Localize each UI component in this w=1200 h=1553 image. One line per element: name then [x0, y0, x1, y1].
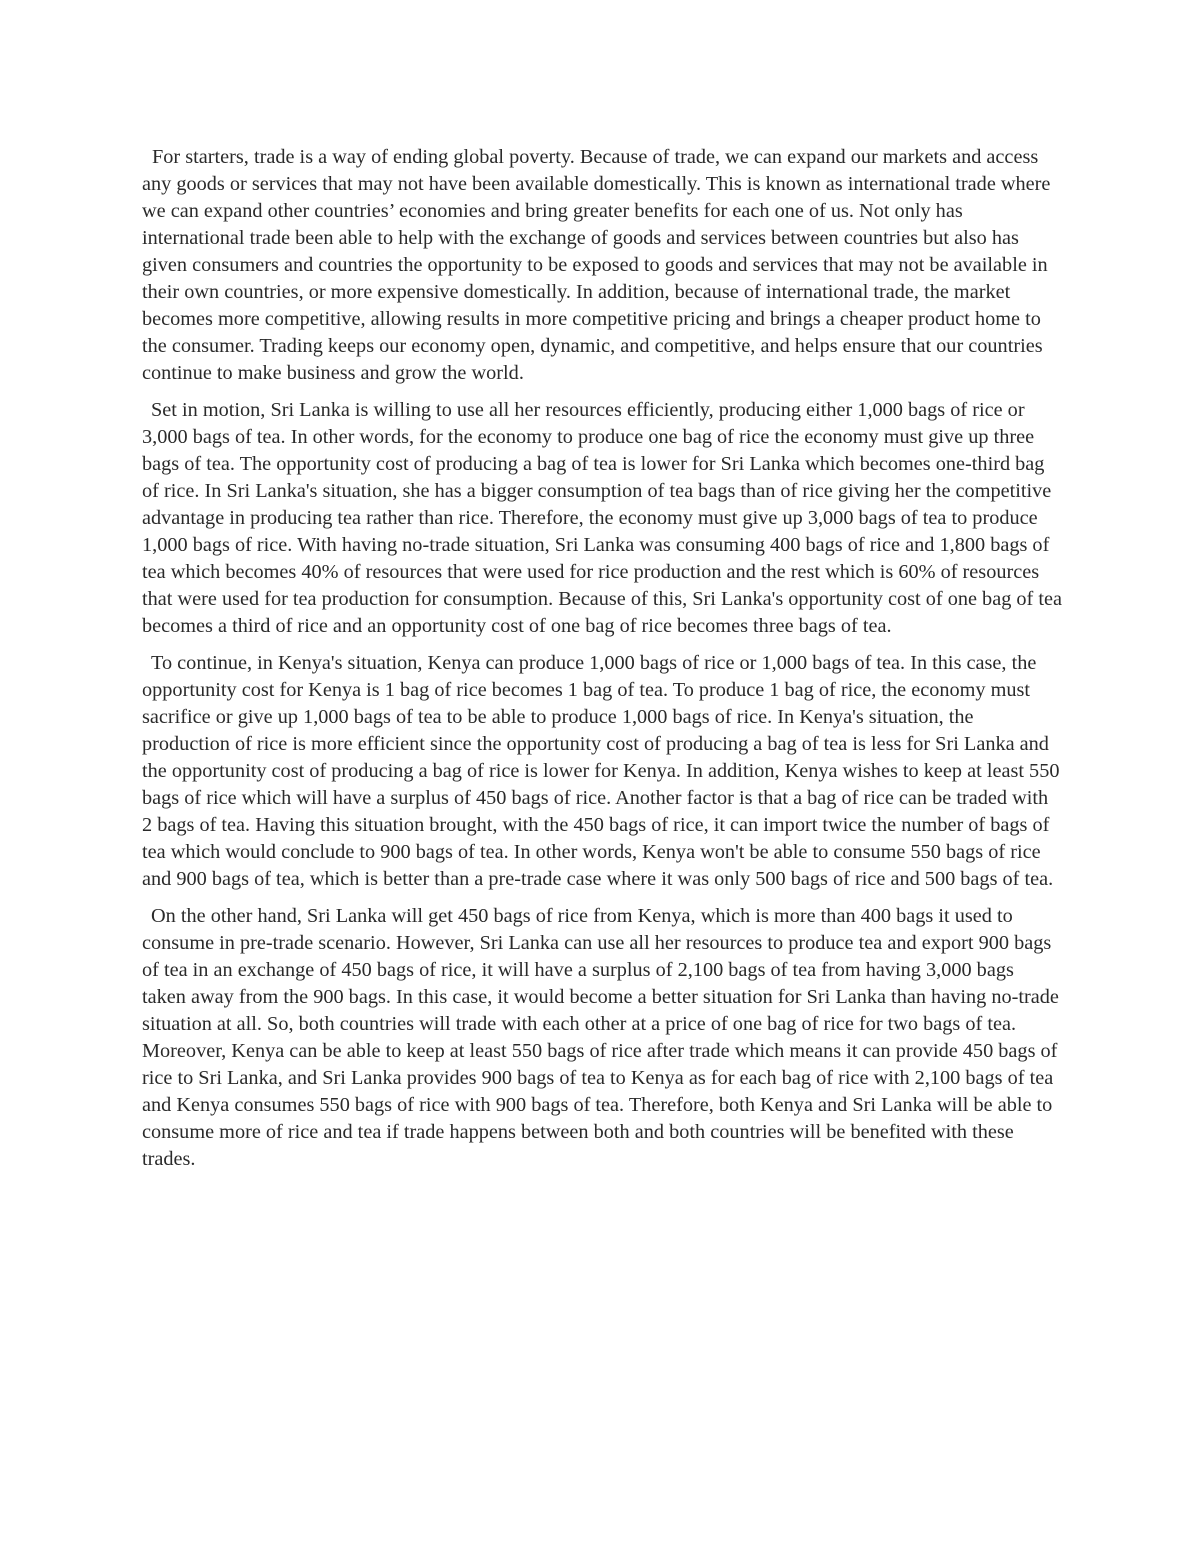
paragraph-trade-benefits: For starters, trade is a way of ending global poverty. Because of trade, we can expand our markets and access any goods or services that may not have been available domestically. This is known as international trade where we can expand other countries’ economies and bring greater benefits for each one of us. Not only has international trade been able to help with the exchange of goods and services between countries but also has given consumers and countries the opportunity to be exposed to goods and services that may not be available in their own countries, or more expensive domestically. In addition, because of international trade, the market becomes more competitive, allowing results in more competitive pricing and brings a cheaper product home to the consumer. Trading keeps our economy open, dynamic, and competitive, and helps ensure that our countries continue to make business and grow the world.: [142, 146, 1051, 384]
paragraph-kenya: To continue, in Kenya's situation, Kenya can produce 1,000 bags of rice or 1,000 bags of tea. In this case, the opportunity cost for Kenya is 1 bag of rice becomes 1 bag of tea. To produce 1 bag of rice, the economy must sacrifice or give up 1,000 bags of tea to be able to produce 1,000 bags of rice. In Kenya's situation, the production of rice is more efficient since the opportunity cost of producing a bag of tea is less for Sri Lanka and the opportunity cost of producing a bag of rice is lower for Kenya. In addition, Kenya wishes to keep at least 550 bags of rice which will have a surplus of 450 bags of rice. Another factor is that a bag of rice can be traded with 2 bags of tea. Having this situation brought, with the 450 bags of rice, it can import twice the number of bags of tea which would conclude to 900 bags of tea. In other words, Kenya won't be able to consume 550 bags of rice and 900 bags of tea, which is better than a pre-trade case where it was only 500 bags of rice and 500 bags of tea.: [142, 652, 1060, 890]
paragraph-trade-outcome: On the other hand, Sri Lanka will get 450 bags of rice from Kenya, which is more than 400 bags it used to consume in pre-trade scenario. However, Sri Lanka can use all her resources to produce tea and export 900 bags of tea in an exchange of 450 bags of rice, it will have a surplus of 2,100 bags of tea from having 3,000 bags taken away from the 900 bags. In this case, it would become a better situation for Sri Lanka than having no-trade situation at all. So, both countries will trade with each other at a price of one bag of rice for two bags of tea. Moreover, Kenya can be able to keep at least 550 bags of rice after trade which means it can provide 450 bags of rice to Sri Lanka, and Sri Lanka provides 900 bags of tea to Kenya as for each bag of rice with 2,100 bags of tea and Kenya consumes 550 bags of rice with 900 bags of tea. Therefore, both Kenya and Sri Lanka will be able to consume more of rice and tea if trade happens between both and both countries will be benefited with these trades.: [142, 905, 1059, 1170]
document-body: [142, 144, 1062, 1183]
paragraph-sri-lanka: Set in motion, Sri Lanka is willing to use all her resources efficiently, producing either 1,000 bags of rice or 3,000 bags of tea. In other words, for the economy to produce one bag of rice the economy must give up three bags of tea. The opportunity cost of producing a bag of tea is lower for Sri Lanka which becomes one-third bag of rice. In Sri Lanka's situation, she has a bigger consumption of tea bags than of rice giving her the competitive advantage in producing tea rather than rice. Therefore, the economy must give up 3,000 bags of tea to produce 1,000 bags of rice. With having no-trade situation, Sri Lanka was consuming 400 bags of rice and 1,800 bags of tea which becomes 40% of resources that were used for rice production and the rest which is 60% of resources that were used for tea production for consumption. Because of this, Sri Lanka's opportunity cost of one bag of tea becomes a third of rice and an opportunity cost of one bag of rice becomes three bags of tea.: [142, 399, 1063, 637]
